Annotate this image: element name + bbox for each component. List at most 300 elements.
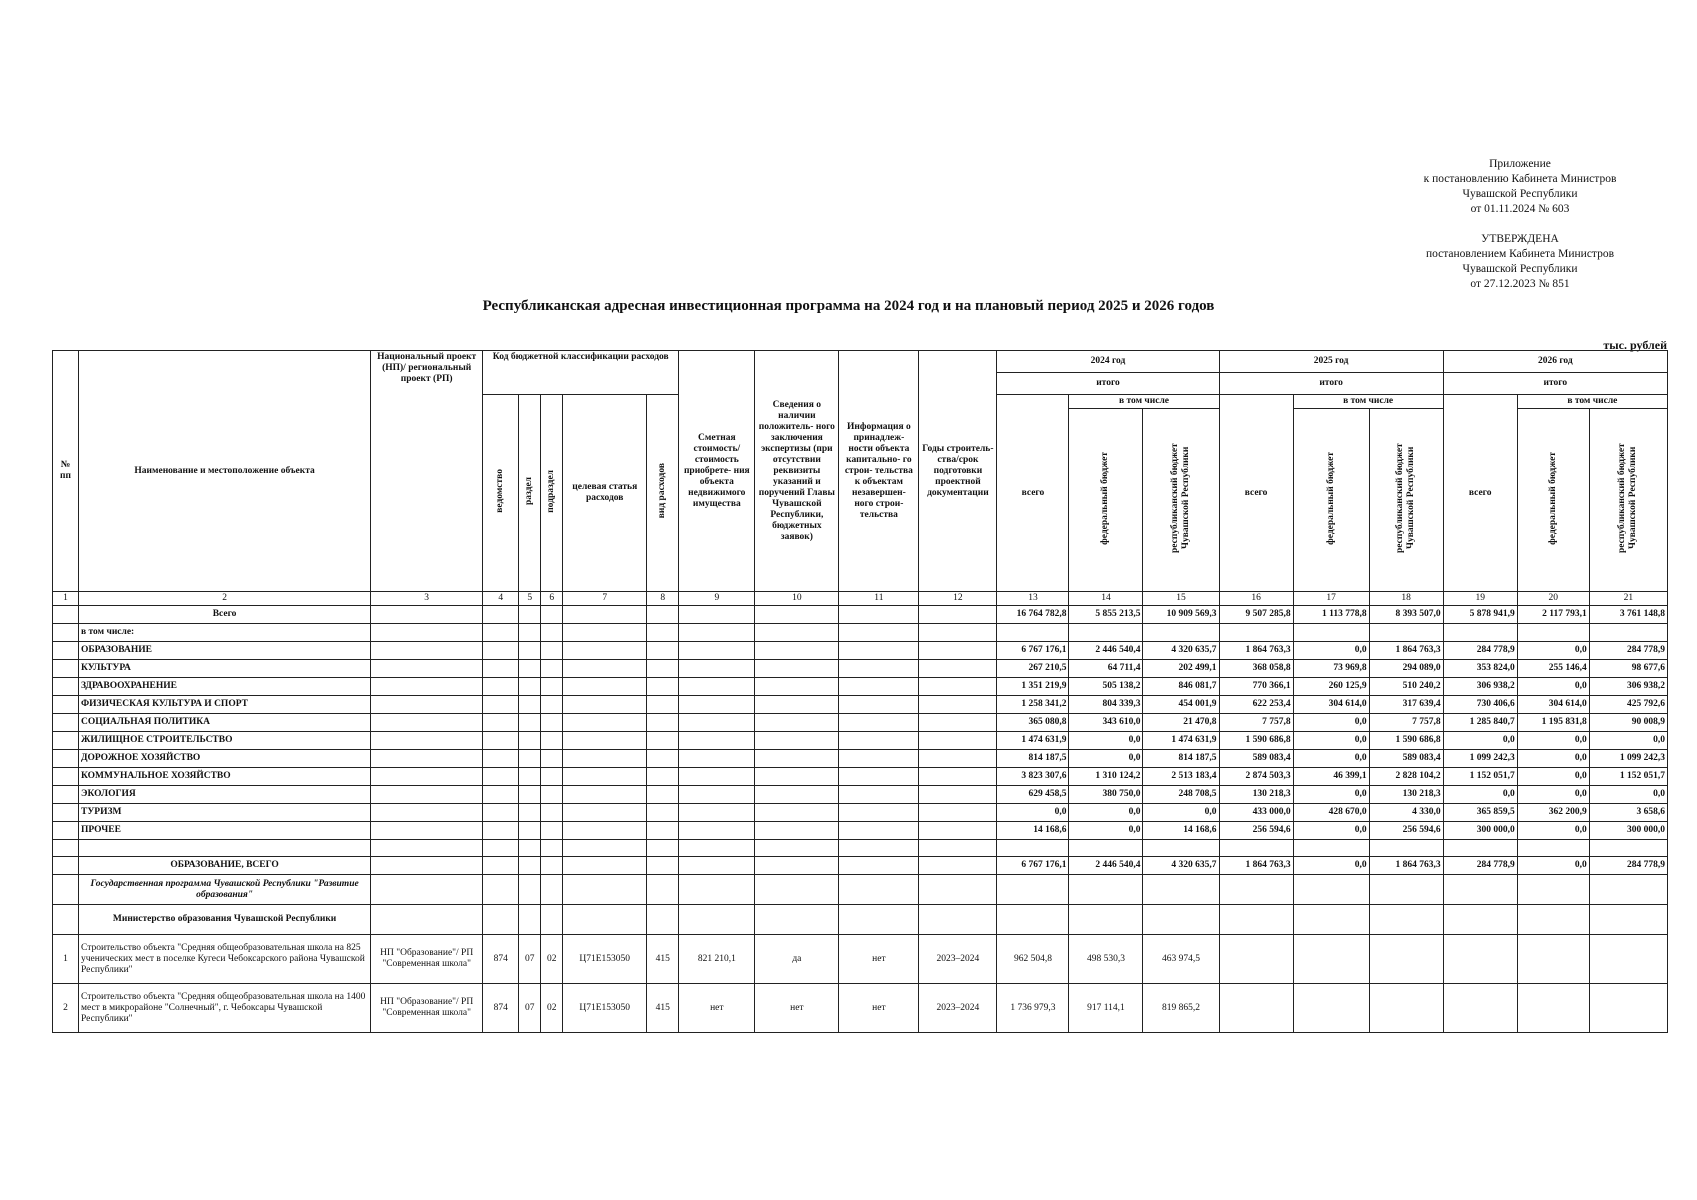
empty-cell bbox=[647, 696, 679, 714]
sector-row bbox=[53, 750, 1668, 768]
empty-cell bbox=[1293, 624, 1369, 642]
empty-cell bbox=[919, 905, 997, 935]
empty-cell bbox=[919, 804, 997, 822]
empty-cell bbox=[679, 905, 755, 935]
empty-cell bbox=[755, 857, 839, 875]
sector-row bbox=[53, 804, 1668, 822]
empty-cell bbox=[919, 642, 997, 660]
empty-cell bbox=[919, 750, 997, 768]
empty-cell bbox=[1517, 840, 1589, 857]
amount-cell: 306 938,2 bbox=[1443, 678, 1517, 696]
amount-cell: 294 089,0 bbox=[1369, 660, 1443, 678]
col-ved-header: ведомство bbox=[483, 395, 519, 592]
column-number: 19 bbox=[1443, 592, 1517, 606]
empty-cell bbox=[919, 875, 997, 905]
column-numbers-row bbox=[53, 592, 1668, 606]
year-2024-header: 2024 год bbox=[997, 351, 1219, 373]
empty-cell bbox=[647, 768, 679, 786]
object-podrazdel: 02 bbox=[541, 935, 563, 984]
gov-program-label: Государственная программа Чувашской Республики "Развитие образования" bbox=[79, 875, 371, 905]
amount-cell: 0,0 bbox=[1069, 750, 1143, 768]
empty-cell bbox=[1517, 984, 1589, 1033]
empty-cell bbox=[647, 732, 679, 750]
empty-cell bbox=[53, 875, 79, 905]
itogo-2025-header: итого bbox=[1219, 373, 1443, 395]
amount-cell: 0,0 bbox=[1069, 804, 1143, 822]
empty-cell bbox=[919, 857, 997, 875]
empty-cell bbox=[541, 840, 563, 857]
amount-cell: 284 778,9 bbox=[1589, 642, 1667, 660]
empty-cell bbox=[1219, 984, 1293, 1033]
empty-cell bbox=[563, 624, 647, 642]
appendix-line: Приложение bbox=[1489, 158, 1551, 170]
empty-cell bbox=[541, 678, 563, 696]
empty-cell bbox=[1369, 905, 1443, 935]
vtch-2026-header: в том числе bbox=[1517, 395, 1667, 409]
empty-cell bbox=[1143, 624, 1219, 642]
empty-cell bbox=[53, 678, 79, 696]
amount-cell: 1 152 051,7 bbox=[1589, 768, 1667, 786]
object-row bbox=[53, 935, 1668, 984]
amount-cell: 365 859,5 bbox=[1443, 804, 1517, 822]
vtch-2024-header: в том числе bbox=[1069, 395, 1219, 409]
year-2026-header: 2026 год bbox=[1443, 351, 1667, 373]
empty-cell bbox=[519, 786, 541, 804]
amount-cell: 4 320 635,7 bbox=[1143, 857, 1219, 875]
empty-cell bbox=[647, 804, 679, 822]
empty-cell bbox=[997, 840, 1069, 857]
empty-cell bbox=[483, 642, 519, 660]
amount-cell: 267 210,5 bbox=[997, 660, 1069, 678]
empty-cell bbox=[541, 606, 563, 624]
column-number: 18 bbox=[1369, 592, 1443, 606]
amount-cell: 1 258 341,2 bbox=[997, 696, 1069, 714]
empty-cell bbox=[755, 624, 839, 642]
amount-cell: 284 778,9 bbox=[1443, 642, 1517, 660]
empty-cell bbox=[563, 750, 647, 768]
empty-cell bbox=[647, 905, 679, 935]
empty-cell bbox=[541, 696, 563, 714]
amount-cell: 284 778,9 bbox=[1589, 857, 1667, 875]
object-ved: 874 bbox=[483, 984, 519, 1033]
empty-cell bbox=[679, 696, 755, 714]
empty-cell bbox=[53, 624, 79, 642]
column-number: 1 bbox=[53, 592, 79, 606]
amount-cell: 846 081,7 bbox=[1143, 678, 1219, 696]
appendix-line: к постановлению Кабинета Министров bbox=[1423, 173, 1617, 185]
ministry-label: Министерство образования Чувашской Республики bbox=[79, 905, 371, 935]
empty-cell bbox=[53, 804, 79, 822]
empty-cell bbox=[755, 642, 839, 660]
amount-cell: 248 708,5 bbox=[1143, 786, 1219, 804]
row-label: ТУРИЗМ bbox=[79, 804, 371, 822]
amount-cell: 3 823 307,6 bbox=[997, 768, 1069, 786]
empty-cell bbox=[1517, 935, 1589, 984]
empty-cell bbox=[997, 624, 1069, 642]
empty-cell bbox=[839, 822, 919, 840]
object-name: Строительство объекта "Средняя общеобразовательная школа на 825 ученических мест в поселке Кугеси Чебоксарского района Чувашской Республики" bbox=[79, 935, 371, 984]
amount-cell: 73 969,8 bbox=[1293, 660, 1369, 678]
empty-cell bbox=[839, 750, 919, 768]
row-label: ОБРАЗОВАНИЕ bbox=[79, 642, 371, 660]
column-number: 5 bbox=[519, 592, 541, 606]
amount-cell: 284 778,9 bbox=[1443, 857, 1517, 875]
empty-cell bbox=[483, 840, 519, 857]
approved-line: от 27.12.2023 № 851 bbox=[1470, 278, 1570, 290]
row-label: Всего bbox=[79, 606, 371, 624]
empty-cell bbox=[755, 696, 839, 714]
vsego-2026-header: всего bbox=[1443, 395, 1517, 592]
empty-cell bbox=[755, 822, 839, 840]
empty-cell bbox=[839, 840, 919, 857]
empty-cell bbox=[679, 840, 755, 857]
empty-cell bbox=[371, 732, 483, 750]
empty-cell bbox=[1293, 840, 1369, 857]
empty-cell bbox=[53, 768, 79, 786]
amount-cell: 362 200,9 bbox=[1517, 804, 1589, 822]
column-number: 15 bbox=[1143, 592, 1219, 606]
empty-cell bbox=[755, 606, 839, 624]
amount-cell: 0,0 bbox=[1589, 732, 1667, 750]
empty-cell bbox=[755, 786, 839, 804]
empty-cell bbox=[647, 606, 679, 624]
empty-cell bbox=[839, 678, 919, 696]
object-csr: Ц71Е153050 bbox=[563, 984, 647, 1033]
empty-cell bbox=[371, 714, 483, 732]
object-number: 2 bbox=[53, 984, 79, 1033]
amount-cell: 0,0 bbox=[1293, 786, 1369, 804]
amount-cell: 1 099 242,3 bbox=[1443, 750, 1517, 768]
empty-cell bbox=[1517, 624, 1589, 642]
amount-cell: 3 761 148,8 bbox=[1589, 606, 1667, 624]
amount-cell: 256 594,6 bbox=[1369, 822, 1443, 840]
amount-cell: 1 099 242,3 bbox=[1589, 750, 1667, 768]
empty-cell bbox=[541, 822, 563, 840]
empty-cell bbox=[483, 786, 519, 804]
amount-cell: 306 938,2 bbox=[1589, 678, 1667, 696]
amount-cell: 7 757,8 bbox=[1219, 714, 1293, 732]
empty-cell bbox=[483, 905, 519, 935]
amount-cell: 2 828 104,2 bbox=[1369, 768, 1443, 786]
empty-cell bbox=[541, 875, 563, 905]
empty-cell bbox=[541, 714, 563, 732]
empty-cell bbox=[679, 786, 755, 804]
amount-cell: 819 865,2 bbox=[1143, 984, 1219, 1033]
investment-program-table bbox=[52, 350, 1668, 1033]
empty-cell bbox=[755, 714, 839, 732]
empty-cell bbox=[647, 624, 679, 642]
amount-cell: 498 530,3 bbox=[1069, 935, 1143, 984]
amount-cell: 9 507 285,8 bbox=[1219, 606, 1293, 624]
empty-cell bbox=[519, 678, 541, 696]
col-cost-header: Сметная стоимость/ стоимость приобрете- ния объекта недвижимого имущества bbox=[679, 351, 755, 592]
empty-cell bbox=[371, 804, 483, 822]
column-number: 11 bbox=[839, 592, 919, 606]
empty-cell bbox=[1443, 840, 1517, 857]
empty-cell bbox=[541, 786, 563, 804]
empty-cell bbox=[53, 786, 79, 804]
vtch-2025-header: в том числе bbox=[1293, 395, 1443, 409]
empty-cell bbox=[519, 732, 541, 750]
itogo-2026-header: итого bbox=[1443, 373, 1667, 395]
approved-line: УТВЕРЖДЕНА bbox=[1481, 233, 1559, 245]
empty-cell bbox=[483, 822, 519, 840]
empty-cell bbox=[679, 822, 755, 840]
amount-cell: 962 504,8 bbox=[997, 935, 1069, 984]
amount-cell: 804 339,3 bbox=[1069, 696, 1143, 714]
resp-2025-header: республиканский бюджет Чувашской Республики bbox=[1369, 409, 1443, 592]
object-row bbox=[53, 984, 1668, 1033]
ministry-row bbox=[53, 905, 1668, 935]
empty-cell bbox=[541, 660, 563, 678]
amount-cell: 3 658,6 bbox=[1589, 804, 1667, 822]
empty-cell bbox=[519, 750, 541, 768]
empty-cell bbox=[519, 768, 541, 786]
amount-cell: 368 058,8 bbox=[1219, 660, 1293, 678]
object-cost: 821 210,1 bbox=[679, 935, 755, 984]
empty-cell bbox=[919, 732, 997, 750]
empty-cell bbox=[563, 696, 647, 714]
empty-cell bbox=[1069, 905, 1143, 935]
fed-2026-header: федеральный бюджет bbox=[1517, 409, 1589, 592]
object-csr: Ц71Е153050 bbox=[563, 935, 647, 984]
empty-cell bbox=[839, 660, 919, 678]
empty-cell bbox=[647, 875, 679, 905]
vsego-2024-header: всего bbox=[997, 395, 1069, 592]
empty-cell bbox=[647, 678, 679, 696]
amount-cell: 16 764 782,8 bbox=[997, 606, 1069, 624]
appendix-line: от 01.11.2024 № 603 bbox=[1470, 203, 1570, 215]
appendix-block bbox=[1370, 157, 1670, 217]
amount-cell: 425 792,6 bbox=[1589, 696, 1667, 714]
amount-cell: 300 000,0 bbox=[1589, 822, 1667, 840]
row-label: ЗДРАВООХРАНЕНИЕ bbox=[79, 678, 371, 696]
empty-cell bbox=[679, 714, 755, 732]
empty-cell bbox=[919, 606, 997, 624]
amount-cell: 0,0 bbox=[1443, 732, 1517, 750]
amount-cell: 428 670,0 bbox=[1293, 804, 1369, 822]
empty-cell bbox=[679, 606, 755, 624]
empty-cell bbox=[1443, 905, 1517, 935]
row-label: КОММУНАЛЬНОЕ ХОЗЯЙСТВО bbox=[79, 768, 371, 786]
empty-cell bbox=[1069, 840, 1143, 857]
empty-cell bbox=[483, 750, 519, 768]
empty-cell bbox=[1069, 875, 1143, 905]
amount-cell: 304 614,0 bbox=[1293, 696, 1369, 714]
amount-cell: 0,0 bbox=[1143, 804, 1219, 822]
empty-cell bbox=[1443, 875, 1517, 905]
row-label: ФИЗИЧЕСКАЯ КУЛЬТУРА И СПОРТ bbox=[79, 696, 371, 714]
empty-cell bbox=[755, 875, 839, 905]
amount-cell: 0,0 bbox=[1069, 732, 1143, 750]
education-total-row bbox=[53, 857, 1668, 875]
column-number: 10 bbox=[755, 592, 839, 606]
empty-cell bbox=[371, 678, 483, 696]
gov-program-row bbox=[53, 875, 1668, 905]
amount-cell: 917 114,1 bbox=[1069, 984, 1143, 1033]
empty-cell bbox=[1219, 624, 1293, 642]
amount-cell: 0,0 bbox=[1517, 857, 1589, 875]
empty-cell bbox=[997, 905, 1069, 935]
amount-cell: 202 499,1 bbox=[1143, 660, 1219, 678]
amount-cell: 21 470,8 bbox=[1143, 714, 1219, 732]
empty-cell bbox=[1143, 875, 1219, 905]
approved-block bbox=[1370, 232, 1670, 292]
empty-cell bbox=[371, 606, 483, 624]
empty-cell bbox=[679, 768, 755, 786]
empty-cell bbox=[519, 660, 541, 678]
empty-cell bbox=[519, 804, 541, 822]
empty-cell bbox=[519, 606, 541, 624]
empty-cell bbox=[483, 660, 519, 678]
amount-cell: 1 864 763,3 bbox=[1219, 642, 1293, 660]
amount-cell: 0,0 bbox=[1293, 714, 1369, 732]
amount-cell: 1 351 219,9 bbox=[997, 678, 1069, 696]
amount-cell: 0,0 bbox=[1517, 768, 1589, 786]
empty-cell bbox=[541, 905, 563, 935]
empty-cell bbox=[839, 768, 919, 786]
empty-cell bbox=[755, 750, 839, 768]
object-years: 2023–2024 bbox=[919, 984, 997, 1033]
amount-cell: 4 330,0 bbox=[1369, 804, 1443, 822]
document-title: Республиканская адресная инвестиционная программа на 2024 год и на плановый период 2025 и 2026 годов bbox=[482, 298, 1215, 314]
empty-cell bbox=[483, 678, 519, 696]
empty-cell bbox=[755, 678, 839, 696]
empty-cell bbox=[371, 750, 483, 768]
object-info: нет bbox=[839, 935, 919, 984]
empty-cell bbox=[483, 624, 519, 642]
column-number: 14 bbox=[1069, 592, 1143, 606]
object-razdel: 07 bbox=[519, 935, 541, 984]
empty-cell bbox=[371, 768, 483, 786]
empty-cell bbox=[755, 905, 839, 935]
empty-cell bbox=[563, 678, 647, 696]
amount-cell: 10 909 569,3 bbox=[1143, 606, 1219, 624]
amount-cell: 629 458,5 bbox=[997, 786, 1069, 804]
empty-cell bbox=[483, 606, 519, 624]
empty-cell bbox=[839, 857, 919, 875]
amount-cell: 1 285 840,7 bbox=[1443, 714, 1517, 732]
empty-cell bbox=[1589, 935, 1667, 984]
empty-cell bbox=[1443, 624, 1517, 642]
amount-cell: 8 393 507,0 bbox=[1369, 606, 1443, 624]
empty-cell bbox=[919, 768, 997, 786]
column-number: 12 bbox=[919, 592, 997, 606]
empty-cell bbox=[371, 696, 483, 714]
object-cost: нет bbox=[679, 984, 755, 1033]
amount-cell: 5 878 941,9 bbox=[1443, 606, 1517, 624]
empty-cell bbox=[53, 905, 79, 935]
empty-cell bbox=[519, 696, 541, 714]
empty-cell bbox=[1143, 840, 1219, 857]
amount-cell: 0,0 bbox=[1293, 857, 1369, 875]
object-years: 2023–2024 bbox=[919, 935, 997, 984]
empty-cell bbox=[371, 642, 483, 660]
sector-row bbox=[53, 786, 1668, 804]
empty-cell bbox=[1219, 875, 1293, 905]
empty-cell bbox=[371, 875, 483, 905]
empty-cell bbox=[371, 857, 483, 875]
empty-cell bbox=[679, 804, 755, 822]
column-number: 6 bbox=[541, 592, 563, 606]
amount-cell: 1 736 979,3 bbox=[997, 984, 1069, 1033]
empty-cell bbox=[1589, 905, 1667, 935]
amount-cell: 2 874 503,3 bbox=[1219, 768, 1293, 786]
empty-cell bbox=[839, 875, 919, 905]
empty-cell bbox=[755, 660, 839, 678]
amount-cell: 1 590 686,8 bbox=[1369, 732, 1443, 750]
object-podrazdel: 02 bbox=[541, 984, 563, 1033]
empty-cell bbox=[919, 696, 997, 714]
object-razdel: 07 bbox=[519, 984, 541, 1033]
empty-cell bbox=[839, 714, 919, 732]
column-number: 17 bbox=[1293, 592, 1369, 606]
empty-cell bbox=[1293, 905, 1369, 935]
empty-cell bbox=[53, 840, 79, 857]
empty-cell bbox=[647, 714, 679, 732]
empty-cell bbox=[839, 732, 919, 750]
empty-cell bbox=[1219, 905, 1293, 935]
amount-cell: 0,0 bbox=[1517, 678, 1589, 696]
appendix-line: Чувашской Республики bbox=[1462, 188, 1578, 200]
empty-cell bbox=[541, 624, 563, 642]
col-expertise-header: Сведения о наличии положитель- ного заключения экспертизы (при отсутствии реквизиты указаний и поручений Главы Чувашской Республики, бюджетных заявок) bbox=[755, 351, 839, 592]
amount-cell: 1 474 631,9 bbox=[997, 732, 1069, 750]
col-np-header: Национальный проект (НП)/ региональный проект (РП) bbox=[371, 351, 483, 592]
empty-cell bbox=[483, 696, 519, 714]
spacer-row bbox=[53, 840, 1668, 857]
amount-cell: 0,0 bbox=[1293, 822, 1369, 840]
amount-cell: 0,0 bbox=[997, 804, 1069, 822]
empty-cell bbox=[647, 822, 679, 840]
empty-cell bbox=[563, 857, 647, 875]
col-vr-header: вид расходов bbox=[647, 395, 679, 592]
amount-cell: 6 767 176,1 bbox=[997, 857, 1069, 875]
empty-cell bbox=[919, 624, 997, 642]
amount-cell: 365 080,8 bbox=[997, 714, 1069, 732]
empty-cell bbox=[647, 857, 679, 875]
approved-line: Чувашской Республики bbox=[1462, 263, 1578, 275]
empty-cell bbox=[519, 905, 541, 935]
empty-cell bbox=[647, 750, 679, 768]
empty-cell bbox=[647, 840, 679, 857]
amount-cell: 0,0 bbox=[1589, 786, 1667, 804]
empty-cell bbox=[563, 905, 647, 935]
vsego-2025-header: всего bbox=[1219, 395, 1293, 592]
empty-cell bbox=[53, 857, 79, 875]
amount-cell: 0,0 bbox=[1293, 642, 1369, 660]
amount-cell: 14 168,6 bbox=[997, 822, 1069, 840]
total-row bbox=[53, 606, 1668, 624]
empty-cell bbox=[1589, 984, 1667, 1033]
object-name: Строительство объекта "Средняя общеобразовательная школа на 1400 мест в микрорайоне "Солнечный", г. Чебоксары Чувашской Республики" bbox=[79, 984, 371, 1033]
amount-cell: 0,0 bbox=[1293, 750, 1369, 768]
empty-cell bbox=[541, 642, 563, 660]
amount-cell: 1 152 051,7 bbox=[1443, 768, 1517, 786]
empty-cell bbox=[1369, 875, 1443, 905]
empty-cell bbox=[1589, 840, 1667, 857]
empty-cell bbox=[563, 786, 647, 804]
fed-2024-header: федеральный бюджет bbox=[1069, 409, 1143, 592]
col-info-header: Информация о принадлеж- ности объекта капитально- го строи- тельства к объектам незавершен- ного строи- тельства bbox=[839, 351, 919, 592]
amount-cell: 2 117 793,1 bbox=[1517, 606, 1589, 624]
empty-cell bbox=[53, 606, 79, 624]
empty-cell bbox=[1293, 875, 1369, 905]
col-num-header: № пп bbox=[53, 351, 79, 592]
including-row bbox=[53, 624, 1668, 642]
empty-cell bbox=[483, 768, 519, 786]
empty-cell bbox=[53, 750, 79, 768]
